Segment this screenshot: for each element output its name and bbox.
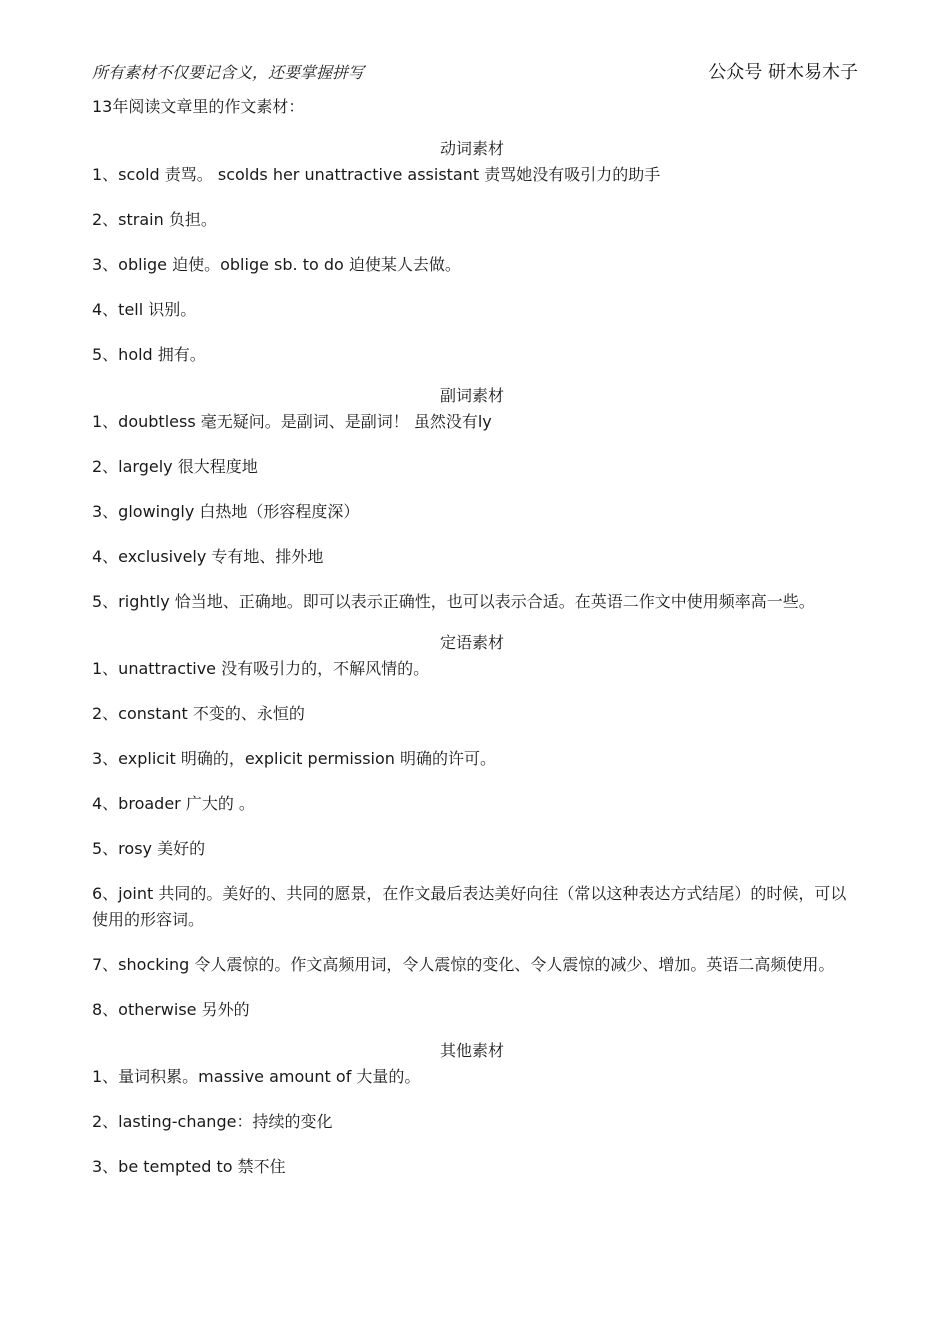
list-item: 8、otherwise 另外的	[92, 1000, 250, 1019]
list-item: 2、largely 很大程度地	[92, 457, 258, 476]
list-item: 3、explicit 明确的，explicit permission 明确的许可。	[92, 749, 497, 768]
list-item: 5、rosy 美好的	[92, 839, 206, 858]
list-item: 1、doubtless 毫无疑问。是副词、是副词！ 虽然没有ly	[92, 412, 492, 431]
list-item: 2、strain 负担。	[92, 210, 217, 229]
section-others	[92, 1038, 852, 1180]
list-item: 3、glowingly 白热地（形容程度深）	[92, 502, 360, 521]
document-body	[92, 136, 852, 1180]
list-item: 6、joint 共同的。美好的、共同的愿景，在作文最后表达美好向往（常以这种表达方式结尾）的时候，可以使用的形容词。	[92, 884, 847, 929]
list-item: 1、量词积累。massive amount of 大量的。	[92, 1067, 421, 1086]
list-item: 4、broader 广大的 。	[92, 794, 255, 813]
list-item: 1、scold 责骂。 scolds her unattractive assistant 责骂她没有吸引力的助手	[92, 165, 661, 184]
section-attributives	[92, 630, 852, 1023]
list-item: 5、hold 拥有。	[92, 345, 206, 364]
header-note: 所有素材不仅要记含义，还要掌握拼写	[92, 63, 365, 82]
list-item: 5、rightly 恰当地、正确地。即可以表示正确性，也可以表示合适。在英语二作文中使用频率高一些。	[92, 592, 815, 611]
intro-line: 13年阅读文章里的作文素材：	[92, 97, 305, 116]
section-verbs	[92, 136, 852, 368]
list-item: 7、shocking 令人震惊的。作文高频用词，令人震惊的变化、令人震惊的减少、增加。英语二高频使用。	[92, 955, 835, 974]
section-adverbs	[92, 383, 852, 615]
list-item: 3、be tempted to 禁不住	[92, 1157, 286, 1176]
section-title: 副词素材	[439, 386, 504, 405]
section-title: 其他素材	[439, 1041, 504, 1060]
list-item: 3、oblige 迫使。oblige sb. to do 迫使某人去做。	[92, 255, 461, 274]
header-brand: 公众号 研木易木子	[708, 62, 858, 83]
list-item: 2、constant 不变的、永恒的	[92, 704, 305, 723]
section-title: 动词素材	[439, 139, 504, 158]
section-title: 定语素材	[439, 633, 504, 652]
list-item: 4、exclusively 专有地、排外地	[92, 547, 324, 566]
list-item: 4、tell 识别。	[92, 300, 197, 319]
list-item: 2、lasting-change：持续的变化	[92, 1112, 333, 1131]
list-item: 1、unattractive 没有吸引力的，不解风情的。	[92, 659, 430, 678]
